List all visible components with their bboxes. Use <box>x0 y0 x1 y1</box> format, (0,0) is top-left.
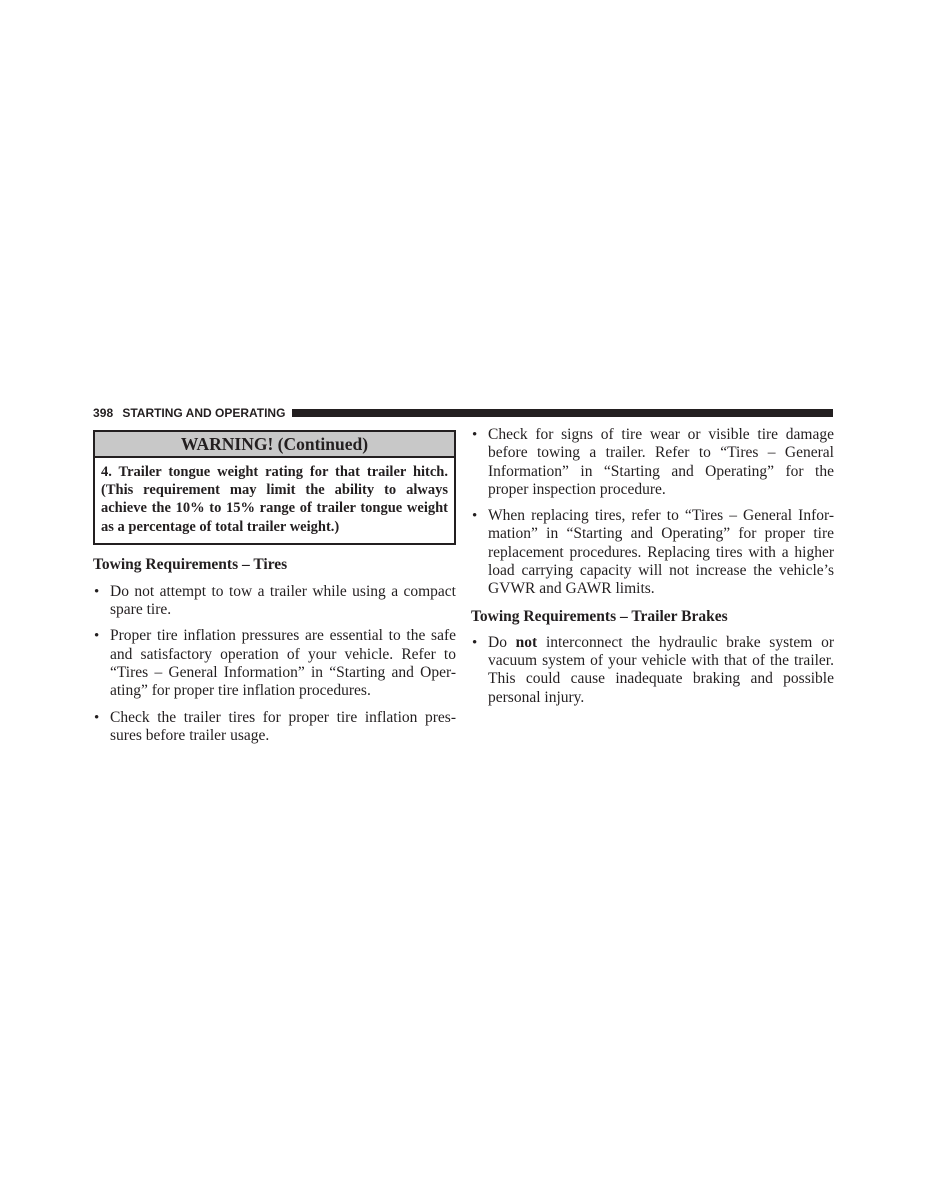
text-line: mation” in “Starting and Operating” for proper tire <box>488 525 834 543</box>
text-line: proper inspection procedure. <box>488 480 666 498</box>
text-line: vacuum system of your vehicle with that of the trailer. <box>488 651 834 669</box>
text-line: ating” for proper tire inflation procedures. <box>110 682 371 700</box>
warning-title: WARNING! (Continued) <box>95 432 454 458</box>
header-rule <box>292 409 833 417</box>
list-item <box>471 507 834 598</box>
text-line: “Tires – General Information” in “Starting and Oper- <box>110 664 456 681</box>
warning-line: (This requirement may limit the ability to always <box>101 482 448 499</box>
warning-box <box>93 430 456 545</box>
text-line: and satisfactory operation of your vehicle. Refer to <box>110 645 456 663</box>
text-fragment: Do <box>488 633 507 651</box>
text-line: before towing a trailer. Refer to “Tires – General <box>488 444 834 462</box>
bullet-icon: • <box>94 583 100 600</box>
list-item <box>93 709 456 746</box>
bullet-icon: • <box>94 628 100 645</box>
text-line: Proper tire inflation pressures are essential to the safe <box>110 627 456 645</box>
text-line: Information” in “Starting and Operating” for the <box>488 462 834 480</box>
list-item <box>471 426 834 499</box>
list-item <box>93 627 456 700</box>
text-line: Check the trailer tires for proper tire inflation pres- <box>110 708 456 726</box>
text-line: When replacing tires, refer to “Tires – General Infor- <box>488 507 834 525</box>
text-line: Check for signs of tire wear or visible tire damage <box>488 426 834 443</box>
tires-bullet-list-continued <box>471 426 834 599</box>
bullet-icon: • <box>472 634 478 651</box>
text-line: spare tire. <box>110 601 172 619</box>
warning-body <box>95 458 454 543</box>
bullet-icon: • <box>94 709 100 726</box>
page-number: 398 <box>93 406 114 420</box>
section-title: STARTING AND OPERATING <box>122 406 286 420</box>
tires-heading: Towing Requirements – Tires <box>93 555 288 573</box>
brakes-bullet-list <box>471 634 834 707</box>
warning-line: achieve the 10% to 15% range of trailer tongue weight <box>101 500 448 517</box>
tires-bullet-list <box>93 583 456 745</box>
warning-line: as a percentage of total trailer weight.) <box>101 518 340 535</box>
text-line: GVWR and GAWR limits. <box>488 580 655 598</box>
text-fragment: interconnect the hydraulic brake system or <box>545 633 834 651</box>
text-line: Do not attempt to tow a trailer while using a compact <box>110 582 456 600</box>
text-line: load carrying capacity will not increase the vehicle’s <box>488 562 834 580</box>
text-line: sures before trailer usage. <box>110 726 270 744</box>
warning-line: 4. Trailer tongue weight rating for that trailer hitch. <box>101 464 448 480</box>
text-line: personal injury. <box>488 688 585 706</box>
text-line: replacement procedures. Replacing tires with a higher <box>488 543 834 561</box>
right-column <box>471 426 834 707</box>
list-item <box>471 634 834 707</box>
left-column <box>93 430 456 745</box>
bullet-icon: • <box>472 427 478 443</box>
emphasis-not: not <box>515 633 538 651</box>
bullet-icon: • <box>472 508 478 525</box>
brakes-heading: Towing Requirements – Trailer Brakes <box>471 607 728 625</box>
text-line <box>488 634 834 652</box>
list-item <box>93 583 456 620</box>
page-header <box>93 405 833 421</box>
text-line: This could cause inadequate braking and possible <box>488 670 834 688</box>
